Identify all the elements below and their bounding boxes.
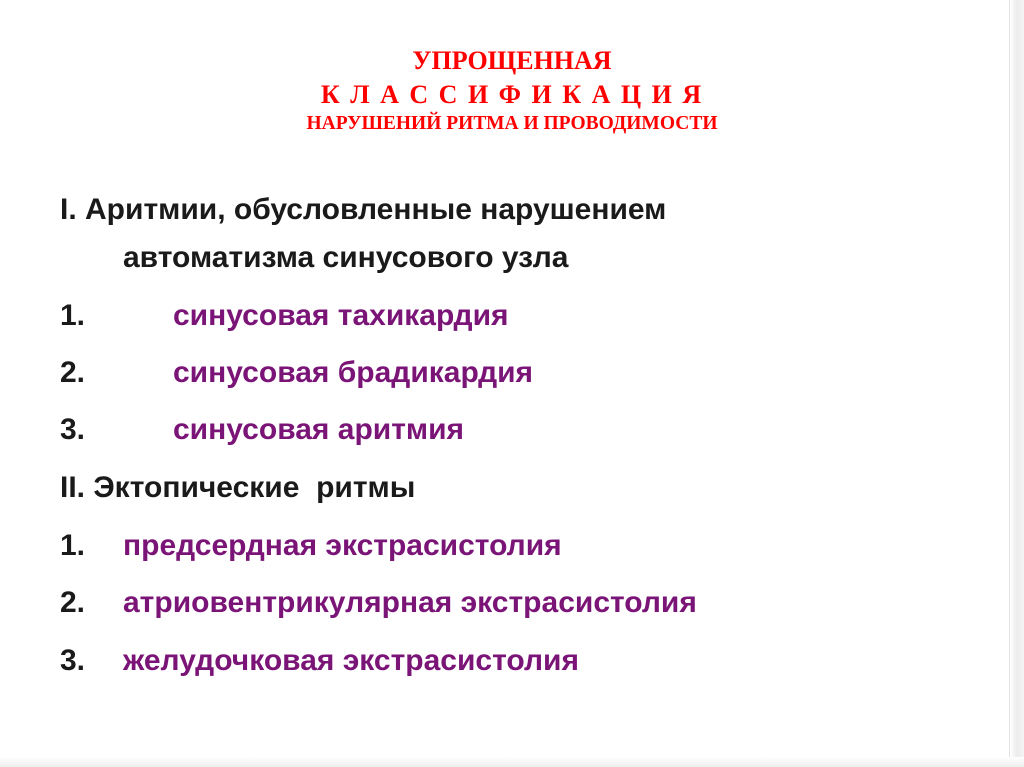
list-item — [60, 412, 660, 448]
title-line-2: К Л А С С И Ф И К А Ц И Я — [320, 80, 704, 109]
list-item-text: атриовентрикулярная экстрасистолия — [123, 586, 697, 619]
list-item-text: предсердная экстрасистолия — [123, 529, 562, 562]
title-line-3: НАРУШЕНИЙ РИТМА И ПРОВОДИМОСТИ — [306, 113, 718, 134]
list-item — [60, 643, 880, 679]
list-item-number: 1. — [60, 529, 86, 562]
list-item-text: синусовая аритмия — [173, 413, 465, 446]
list-item-number: 1. — [60, 299, 86, 332]
list-item-number: 2. — [60, 586, 86, 619]
list-item-text: синусовая брадикардия — [173, 356, 534, 389]
list-item — [60, 528, 880, 564]
list-item-number: 3. — [60, 413, 86, 446]
list-item-text: синусовая тахикардия — [173, 299, 509, 332]
list-item-number: 3. — [60, 644, 86, 677]
list-item — [60, 355, 660, 391]
list-item-text: желудочковая экстрасистолия — [123, 644, 579, 677]
section-1-heading-line-1: I. Аритмии, обусловленные нарушением — [60, 193, 667, 226]
list-item — [60, 585, 880, 621]
list-item-number: 2. — [60, 356, 86, 389]
title-line-1: УПРОЩЕННАЯ — [412, 46, 612, 75]
page-edge-bottom — [0, 757, 1024, 767]
slide-title — [0, 44, 1024, 136]
list-item — [60, 298, 660, 334]
section-2-heading: II. Эктопические ритмы — [60, 471, 416, 504]
section-1-heading-line-2: автоматизма синусового узла — [123, 241, 569, 274]
